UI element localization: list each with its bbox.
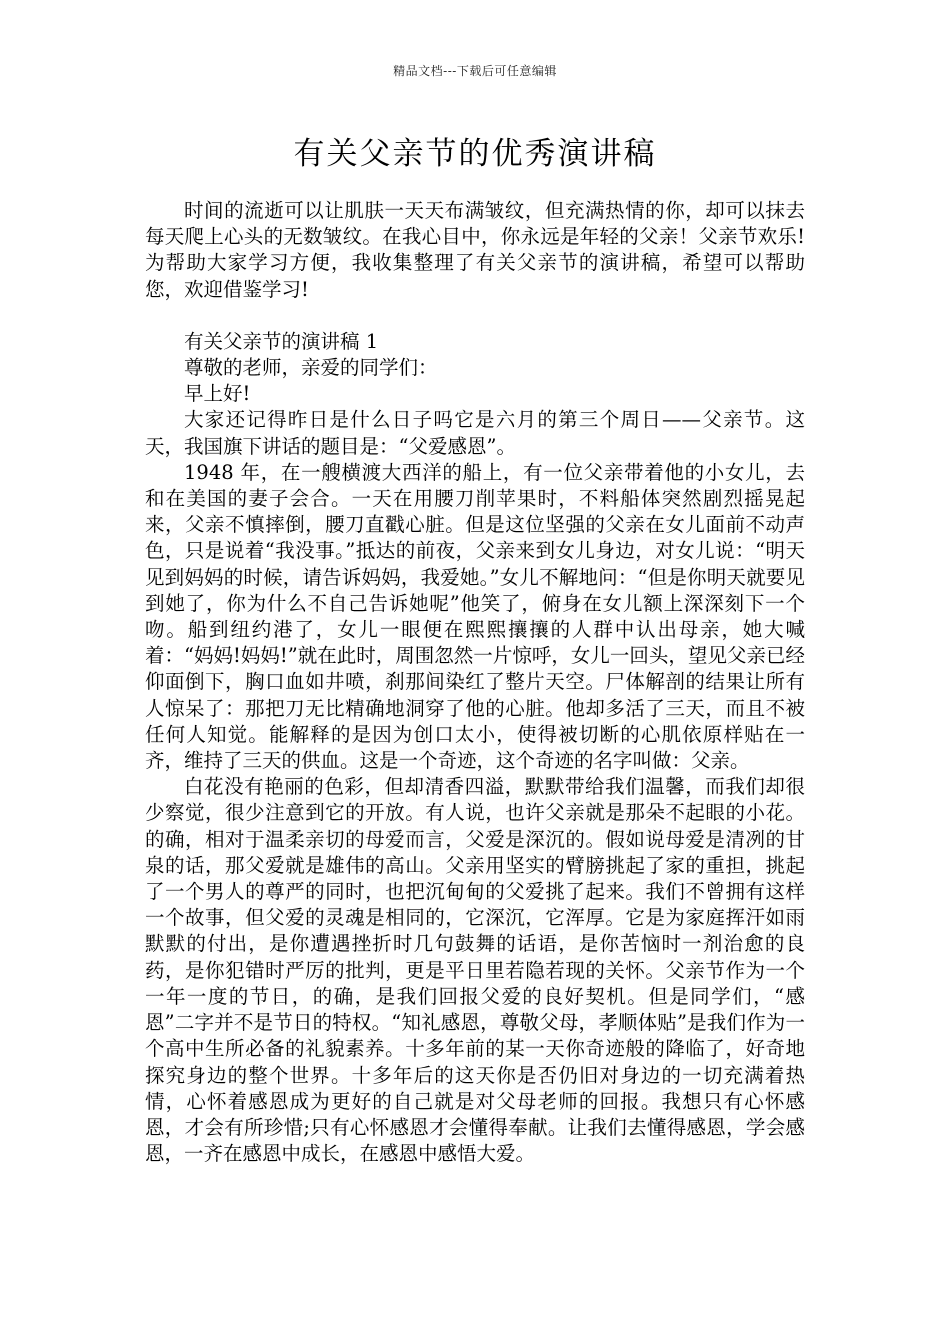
document-title: 有关父亲节的优秀演讲稿 — [293, 136, 657, 172]
body-paragraph: 大家还记得昨日是什么日子吗它是六月的第三个周日——父亲节。这天，我国旗下讲话的题目是：“父爱感恩”。 — [145, 408, 805, 458]
salutation: 尊敬的老师，亲爱的同学们： — [184, 356, 438, 380]
body-paragraph: 白花没有艳丽的色彩，但却清香四溢，默默带给我们温馨，而我们却很少察觉，很少注意到它的开放。有人说，也许父亲就是那朵不起眼的小花。的确，相对于温柔亲切的母爱而言，父爱是深沉的。假如说母爱是清冽的甘泉的话，那父爱就是雄伟的高山。父亲用坚实的臂膀挑起了家的重担，挑起了一个男人的尊严的同时，也把沉甸甸的父爱挑了起来。我们不曾拥有这样一个故事，但父爱的灵魂是相同的，它深沉，它浑厚。它是为家庭挥汗如雨默默的付出，是你遭遇挫折时几句鼓舞的话语，是你苦恼时一剂治愈的良药，是你犯错时严厉的批判，更是平日里若隐若现的关怀。父亲节作为一个一年一度的节日，的确，是我们回报父爱的良好契机。但是同学们，“感恩”二字并不是节日的特权。“知礼感恩，尊敬父母，孝顺体贴”是我们作为一个高中生所必备的礼貌素养。十多年前的某一天你奇迹般的降临了，好奇地探究身边的整个世界。十多年后的这天你是否仍旧对身边的一切充满着热情，心怀着感恩成为更好的自己就是对父母老师的回报。我想只有心怀感恩，才会有所珍惜;只有心怀感恩才会懂得奉献。让我们去懂得感恩，学会感恩，一齐在感恩中成长，在感恩中感悟大爱。 — [145, 775, 805, 1166]
document-body — [145, 198, 805, 1167]
body-paragraph: 1948 年，在一艘横渡大西洋的船上，有一位父亲带着他的小女儿，去和在美国的妻子会合。一天在用腰刀削苹果时，不料船体突然剧烈摇晃起来，父亲不慎摔倒，腰刀直戳心脏。但是这位坚强的父亲在女儿面前不动声色，只是说着“我没事。”抵达的前夜，父亲来到女儿身边，对女儿说：“明天见到妈妈的时候，请告诉妈妈，我爱她。”女儿不解地问：“但是你明天就要见到她了，你为什么不自己告诉她呢”他笑了，俯身在女儿额上深深刻下一个吻。船到纽约港了，女儿一眼便在熙熙攘攘的人群中认出母亲，她大喊着：“妈妈!妈妈!”就在此时，周围忽然一片惊呼，女儿一回头，望见父亲已经仰面倒下，胸口血如井喷，刹那间染红了整片天空。尸体解剖的结果让所有人惊呆了：那把刀无比精确地洞穿了他的心脏。他却多活了三天，而且不被任何人知觉。能解释的是因为创口太小，使得被切断的心肌依原样贴在一齐，维持了三天的供血。这是一个奇迹，这个奇迹的名字叫做：父亲。 — [145, 460, 805, 773]
greeting: 早上好! — [184, 382, 251, 406]
paragraph-spacer — [145, 303, 805, 329]
header-note: 精品文档---下载后可任意编辑 — [393, 64, 557, 78]
intro-paragraph: 时间的流逝可以让肌肤一天天布满皱纹，但充满热情的你，却可以抹去每天爬上心头的无数皱纹。在我心目中，你永远是年轻的父亲！父亲节欢乐!为帮助大家学习方便，我收集整理了有关父亲节的演讲稿，希望可以帮助您，欢迎借鉴学习! — [145, 199, 805, 301]
section-heading: 有关父亲节的演讲稿 1 — [184, 329, 379, 353]
